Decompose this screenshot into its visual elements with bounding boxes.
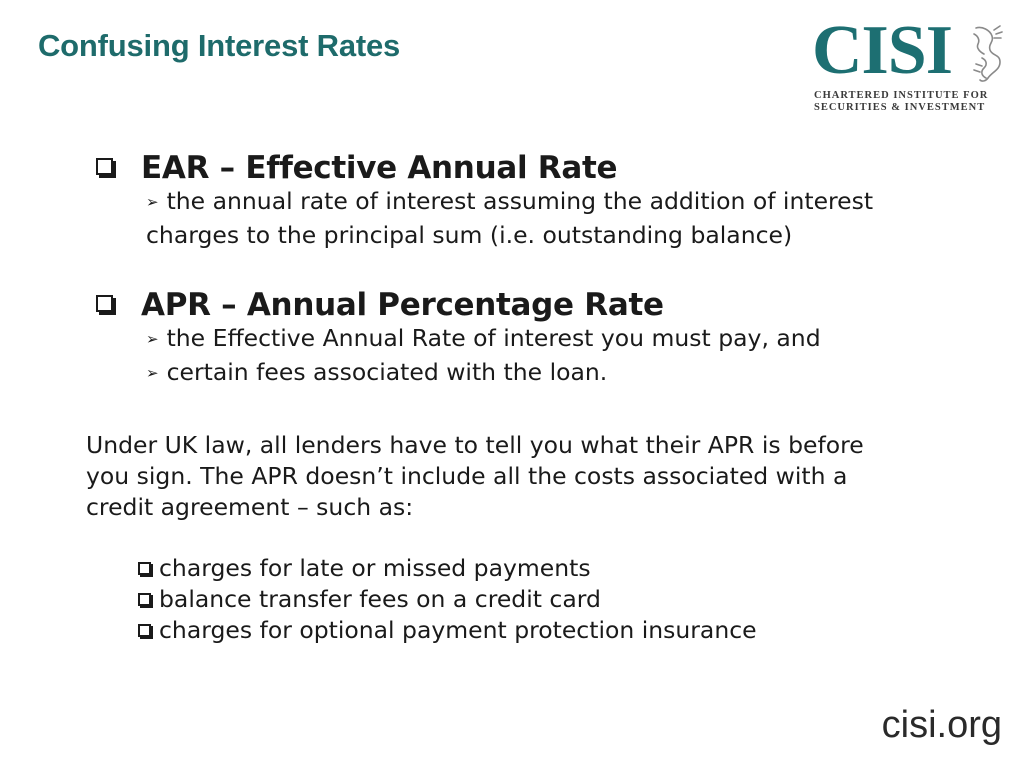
logo-tagline-1: CHARTERED INSTITUTE FOR xyxy=(814,90,989,101)
griffin-icon xyxy=(970,24,1004,84)
checkbox-bullet-icon xyxy=(138,562,151,575)
list-item-text: balance transfer fees on a credit card xyxy=(159,585,601,613)
footer-url: cisi.org xyxy=(881,704,1002,746)
apr-section xyxy=(96,287,821,391)
apr-heading: APR – Annual Percentage Rate xyxy=(141,287,664,323)
paragraph-line: Under UK law, all lenders have to tell you what their APR is before xyxy=(86,431,864,459)
excluded-costs-list xyxy=(138,553,757,646)
apr-bullet-text: certain fees associated with the loan. xyxy=(166,358,608,386)
ear-heading: EAR – Effective Annual Rate xyxy=(141,150,618,186)
apr-definition xyxy=(146,323,821,391)
apr-bullet xyxy=(146,323,821,357)
ear-line-2: charges to the principal sum (i.e. outstanding balance) xyxy=(146,221,793,249)
logo-tagline-2: SECURITIES & INVESTMENT xyxy=(814,102,986,113)
arrow-bullet-icon: ➢ xyxy=(146,364,159,382)
apr-bullet xyxy=(146,357,821,391)
ear-definition xyxy=(146,186,873,251)
uk-law-paragraph xyxy=(86,430,916,523)
arrow-bullet-icon: ➢ xyxy=(146,330,159,348)
slide-title: Confusing Interest Rates xyxy=(38,28,401,63)
ear-heading-row xyxy=(96,150,873,186)
apr-heading-row xyxy=(96,287,821,323)
checkbox-bullet-icon xyxy=(138,593,151,606)
ear-section xyxy=(96,150,873,251)
logo-wordmark: CISI xyxy=(812,12,952,89)
arrow-bullet-icon: ➢ xyxy=(146,193,159,211)
checkbox-bullet-icon xyxy=(96,295,113,312)
apr-bullet-text: the Effective Annual Rate of interest you must pay, and xyxy=(166,324,821,352)
ear-line-1 xyxy=(146,186,873,220)
list-item xyxy=(138,553,757,584)
list-item xyxy=(138,584,757,615)
list-item xyxy=(138,615,757,646)
checkbox-bullet-icon xyxy=(96,158,113,175)
list-item-text: charges for optional payment protection insurance xyxy=(159,616,757,644)
cisi-logo xyxy=(812,12,1004,114)
paragraph-line: credit agreement – such as: xyxy=(86,493,414,521)
ear-text-1: the annual rate of interest assuming the addition of interest xyxy=(166,187,874,215)
paragraph-line: you sign. The APR doesn’t include all the costs associated with a xyxy=(86,462,848,490)
list-item-text: charges for late or missed payments xyxy=(159,554,591,582)
checkbox-bullet-icon xyxy=(138,624,151,637)
